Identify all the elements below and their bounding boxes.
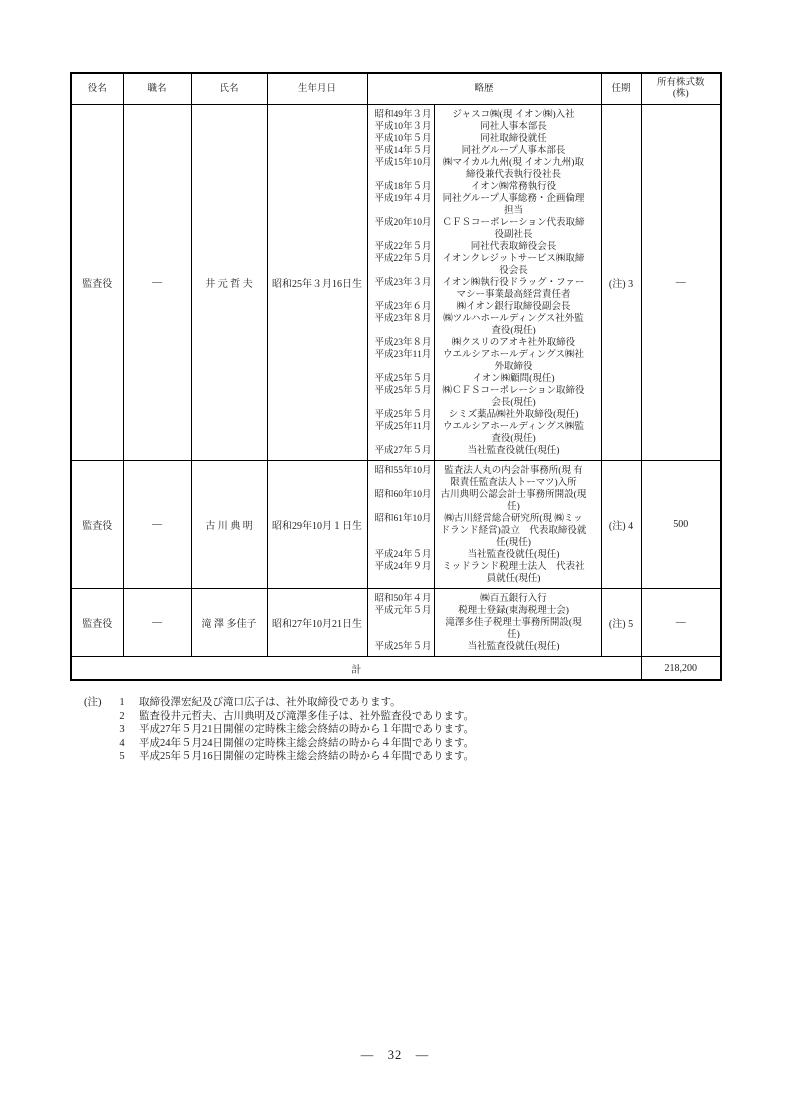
career-date: 平成20年10月: [374, 218, 432, 228]
note-number: 3: [119, 724, 125, 735]
career-grid: [369, 590, 600, 655]
career-entry: ㈱イオン銀行取締役副会長: [456, 302, 571, 312]
career-entry: イオン㈱執行役ドラッグ・ファーマシー事業最高経営責任者: [442, 278, 585, 300]
note-text: 平成25年５月16日開催の定時株主総会終結の時から４年間であります。: [139, 751, 475, 762]
career-entry: 同社グループ人事本部長: [461, 146, 566, 156]
note-text: 平成27年５月21日開催の定時株主総会終結の時から１年間であります。: [139, 724, 475, 735]
officer-position: ―: [123, 589, 191, 657]
officer-row: [71, 589, 721, 657]
note-number: 1: [119, 697, 125, 708]
officers-table: [70, 72, 722, 681]
officer-name: 古 川 典 明: [191, 461, 267, 589]
career-date: 平成23年11月: [374, 350, 432, 360]
career-entry: ウエルシアホールディングス㈱社外取締役: [442, 350, 585, 372]
career-date: 平成14年５月: [374, 146, 432, 156]
career-date: 平成23年３月: [374, 278, 432, 288]
career-entry: 滝澤多佳子税理士事務所開設(現任): [445, 618, 582, 640]
header-career: 略歴: [367, 73, 601, 105]
career-date: 平成18年５月: [374, 182, 432, 192]
career-entry: ㈱マイカル九州(現 イオン九州)取締役兼代表執行役社長: [443, 158, 584, 180]
note-text: 平成24年５月24日開催の定時株主総会終結の時から４年間であります。: [139, 737, 475, 749]
officer-position: ―: [123, 461, 191, 589]
career-entry: 当社監査役就任(現任): [467, 642, 560, 652]
career-entry: ㈱クスリのアオキ社外取締役: [451, 338, 576, 348]
career-date: 平成15年10月: [374, 158, 432, 168]
career-date: 平成25年５月: [374, 374, 432, 384]
note-number: 5: [119, 751, 125, 762]
career-date: 平成23年８月: [374, 314, 432, 324]
header-name: 氏名: [191, 73, 267, 105]
career-date: 平成10年５月: [374, 134, 432, 144]
career-date: 平成23年６月: [374, 302, 432, 312]
career-entry: ＣＦＳコーポレーション代表取締役副社長: [442, 218, 585, 240]
officer-term: (注) 4: [601, 461, 641, 589]
officer-name: 井 元 哲 夫: [191, 105, 267, 461]
career-date: 平成19年４月: [374, 194, 432, 204]
career-entry: シミズ薬品㈱社外取締役(現任): [448, 410, 579, 420]
note-item: [84, 750, 724, 764]
career-date: 昭和61年10月: [374, 514, 432, 524]
career-date: 平成25年５月: [374, 386, 432, 396]
career-entry: ㈱ツルハホールディングス社外監査役(現任): [443, 314, 584, 336]
officer-birthdate: 昭和27年10月21日生: [267, 589, 367, 657]
career-date: 平成24年９月: [374, 562, 432, 572]
header-shares-line2: (株): [672, 89, 689, 99]
career-entry: ㈱百五銀行入行: [480, 594, 547, 604]
career-date: 平成元年５月: [374, 606, 432, 616]
career-date: 平成10年３月: [374, 122, 432, 132]
notes-label: (注): [84, 697, 102, 708]
header-shares: [641, 73, 721, 105]
officer-position: ―: [123, 105, 191, 461]
officer-shares: ―: [641, 105, 721, 461]
note-number: 4: [119, 737, 125, 749]
note-item: [84, 696, 724, 710]
career-entry: イオンクレジットサービス㈱取締役会長: [442, 254, 585, 276]
career-date: 平成25年５月: [374, 410, 432, 420]
officer-name: 滝 澤 多佳子: [191, 589, 267, 657]
officer-role: 監査役: [71, 461, 123, 589]
officer-birthdate: 昭和29年10月１日生: [267, 461, 367, 589]
career-entry: 監査法人丸の内会計事務所(現 有限責任監査法人トーマツ)入所: [444, 466, 583, 488]
total-label: 計: [71, 657, 641, 681]
officer-shares: 500: [641, 461, 721, 589]
career-date: 昭和50年４月: [374, 594, 432, 604]
header-position: 職名: [123, 73, 191, 105]
career-date: 平成27年５月: [374, 446, 432, 456]
career-entry: イオン㈱顧問(現任): [472, 374, 555, 384]
notes-block: [84, 696, 724, 764]
career-entry: 同社人事本部長: [480, 122, 547, 132]
career-entry: 同社グループ人事総務・企画倫理担当: [442, 194, 585, 216]
career-entry: 当社監査役就任(現任): [467, 550, 560, 560]
note-item: [84, 723, 724, 737]
officer-career-cell: [367, 105, 601, 461]
header-term: 任期: [601, 73, 641, 105]
career-entry: 古川典明公認会計士事務所開設(現任): [440, 490, 587, 512]
table-header-row: [71, 73, 721, 105]
career-entry: 同社代表取締役会長: [470, 242, 557, 252]
officer-row: [71, 461, 721, 589]
career-entry: ㈱ＣＦＳコーポレーション取締役会長(現任): [442, 386, 585, 408]
career-entry: ジャスコ㈱(現 イオン㈱)入社: [452, 110, 575, 120]
officer-career-cell: [367, 589, 601, 657]
career-entry: 当社監査役就任(現任): [467, 446, 560, 456]
career-grid: [369, 462, 600, 587]
header-birthdate: 生年月日: [267, 73, 367, 105]
note-item: [84, 737, 724, 751]
officer-row: [71, 105, 721, 461]
officer-term: (注) 3: [601, 105, 641, 461]
note-item: [84, 710, 724, 724]
officer-shares: ―: [641, 589, 721, 657]
career-date: [369, 617, 435, 641]
career-entry: 税理士登録(東海税理士会): [458, 606, 569, 616]
page-number: ― 32 ―: [360, 1048, 430, 1062]
officer-role: 監査役: [71, 589, 123, 657]
note-text: 監査役井元哲夫、古川典明及び滝澤多佳子は、社外監査役であります。: [139, 710, 475, 722]
career-date: 昭和60年10月: [374, 490, 432, 500]
total-tbody: [71, 657, 721, 681]
career-date: 平成25年11月: [374, 422, 432, 432]
officer-career-cell: [367, 461, 601, 589]
career-grid: [369, 106, 600, 459]
career-entry: ウエルシアホールディングス㈱監査役(現任): [442, 422, 585, 444]
career-entry: ミッドランド税理士法人 代表社員就任(現任): [442, 562, 585, 584]
note-text: 取締役澤宏紀及び滝口広子は、社外取締役であります。: [139, 697, 401, 708]
career-date: 昭和55年10月: [374, 466, 432, 476]
career-date: 昭和49年３月: [374, 110, 432, 120]
career-date: 平成25年５月: [374, 642, 432, 652]
officer-role: 監査役: [71, 105, 123, 461]
career-date: 平成22年５月: [374, 254, 432, 264]
career-date: 平成23年８月: [374, 338, 432, 348]
note-number: 2: [119, 710, 125, 722]
career-entry: 同社取締役就任: [480, 134, 547, 144]
officers-tbody: [71, 105, 721, 657]
total-row: [71, 657, 721, 681]
officer-birthdate: 昭和25年３月16日生: [267, 105, 367, 461]
career-date: 平成22年５月: [374, 242, 432, 252]
total-shares-value: 218,200: [641, 657, 721, 681]
header-shares-line1: 所有株式数: [657, 78, 705, 88]
officer-term: (注) 5: [601, 589, 641, 657]
career-entry: ㈱古川経営総合研究所(現 ㈱ミッドランド経営)設立 代表取締役就任(現任): [440, 514, 587, 548]
career-date: 平成24年５月: [374, 550, 432, 560]
career-entry: イオン㈱常務執行役: [470, 182, 557, 192]
header-role: 役名: [71, 73, 123, 105]
